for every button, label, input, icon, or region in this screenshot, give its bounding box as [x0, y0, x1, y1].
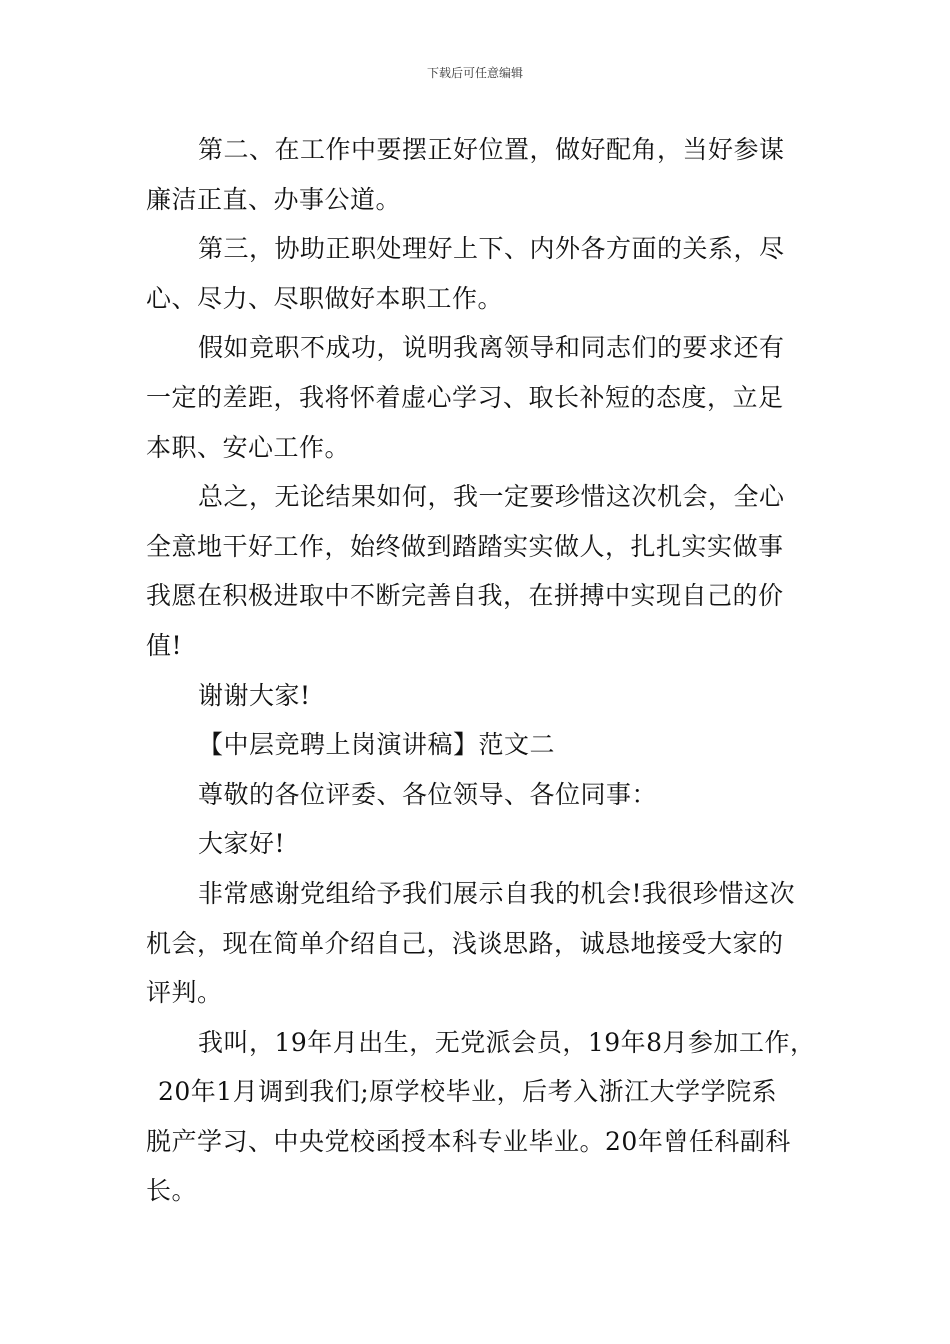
paragraph-line: 心、尽力、尽职做好本职工作。 — [146, 283, 504, 313]
paragraph-line: 一定的差距，我将怀着虚心学习、取长补短的态度，立足 — [146, 382, 784, 412]
paragraph-line: 脱产学习、中央党校函授本科专业毕业。20年曾任科副科 — [146, 1126, 791, 1156]
paragraph-line: 值! — [146, 630, 183, 660]
paragraph-line: 本职、安心工作。 — [146, 432, 351, 462]
paragraph-line: 机会，现在简单介绍自己，浅谈思路，诚恳地接受大家的 — [146, 928, 784, 958]
greeting: 大家好! — [198, 829, 286, 859]
section-title: 【中层竞聘上岗演讲稿】范文二 — [198, 730, 556, 760]
paragraph-line: 谢谢大家! — [198, 680, 311, 710]
paragraph-line: 评判。 — [146, 978, 223, 1008]
paragraph-line: 20年1月调到我们;原学校毕业，后考入浙江大学学院系 — [158, 1077, 778, 1107]
paragraph-line: 我叫，19年月出生，无党派会员，19年8月参加工作， — [198, 1027, 816, 1057]
paragraph-line: 廉洁正直、办事公道。 — [146, 184, 402, 214]
paragraph-line: 第二、在工作中要摆正好位置，做好配角，当好参谋 — [198, 135, 785, 164]
paragraph-line: 总之，无论结果如何，我一定要珍惜这次机会，全心 — [198, 482, 785, 512]
document-body — [146, 125, 846, 1216]
paragraph-line: 我愿在积极进取中不断完善自我，在拼搏中实现自己的价 — [146, 581, 784, 611]
salutation: 尊敬的各位评委、各位领导、各位同事： — [198, 779, 658, 809]
paragraph-line: 第三，协助正职处理好上下、内外各方面的关系，尽 — [198, 234, 785, 264]
paragraph-line: 长。 — [146, 1176, 198, 1206]
paragraph-line: 假如竞职不成功，说明我离领导和同志们的要求还有 — [198, 333, 785, 363]
paragraph-line: 全意地干好工作，始终做到踏踏实实做人，扎扎实实做事 — [146, 531, 784, 561]
paragraph-line: 非常感谢党组给予我们展示自我的机会!我很珍惜这次 — [198, 878, 796, 908]
page-header: 下载后可任意编辑 — [426, 66, 523, 80]
